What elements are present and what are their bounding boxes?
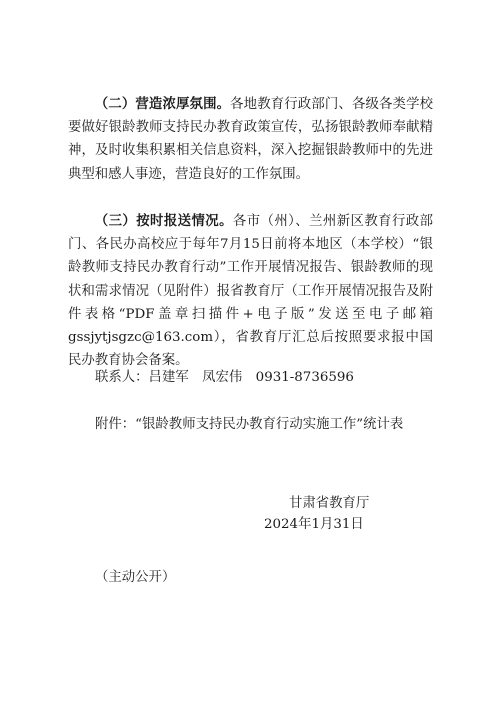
attachment-line: 附件：“银龄教师支持民办教育行动实施工作”统计表 [95,417,404,432]
paragraph-body: 各地教育行政部门、各级各类学校要做好银龄教师支持民办教育政策宣传，弘扬银龄教师奉献精神，及时收集积累相关信息资料，深入挖掘银龄教师中的先进典型和感人事迹，营造良好的工作氛围。 [68,97,434,182]
issuer-name: 甘肃省教育厅 [289,496,370,511]
paragraph-heading: （三）按时报送情况。 [94,214,233,229]
issue-date: 2024年1月31日 [264,517,364,532]
paragraph-atmosphere [68,93,433,186]
paragraph-reporting [68,210,433,372]
contact-line: 联系人：吕建军 凤宏伟 0931-8736596 [95,370,354,385]
disclosure-note: （主动公开） [95,570,176,585]
paragraph-heading: （二）营造浓厚氛围。 [94,97,231,112]
paragraph-body: 各市（州）、兰州新区教育行政部门、各民办高校应于每年7月15日前将本地区（本学校）“银龄教师支持民办教育行动”工作开展情况报告、银龄教师的现状和需求情况（见附件）报省教育厅（工作开展情况报告及附件表格“PDF盖章扫描件+电子版”发送至电子邮箱gssjytjsgzc@163.com），省教育厅汇总后按照要求报中国民办教育协会备案。 [68,214,433,369]
